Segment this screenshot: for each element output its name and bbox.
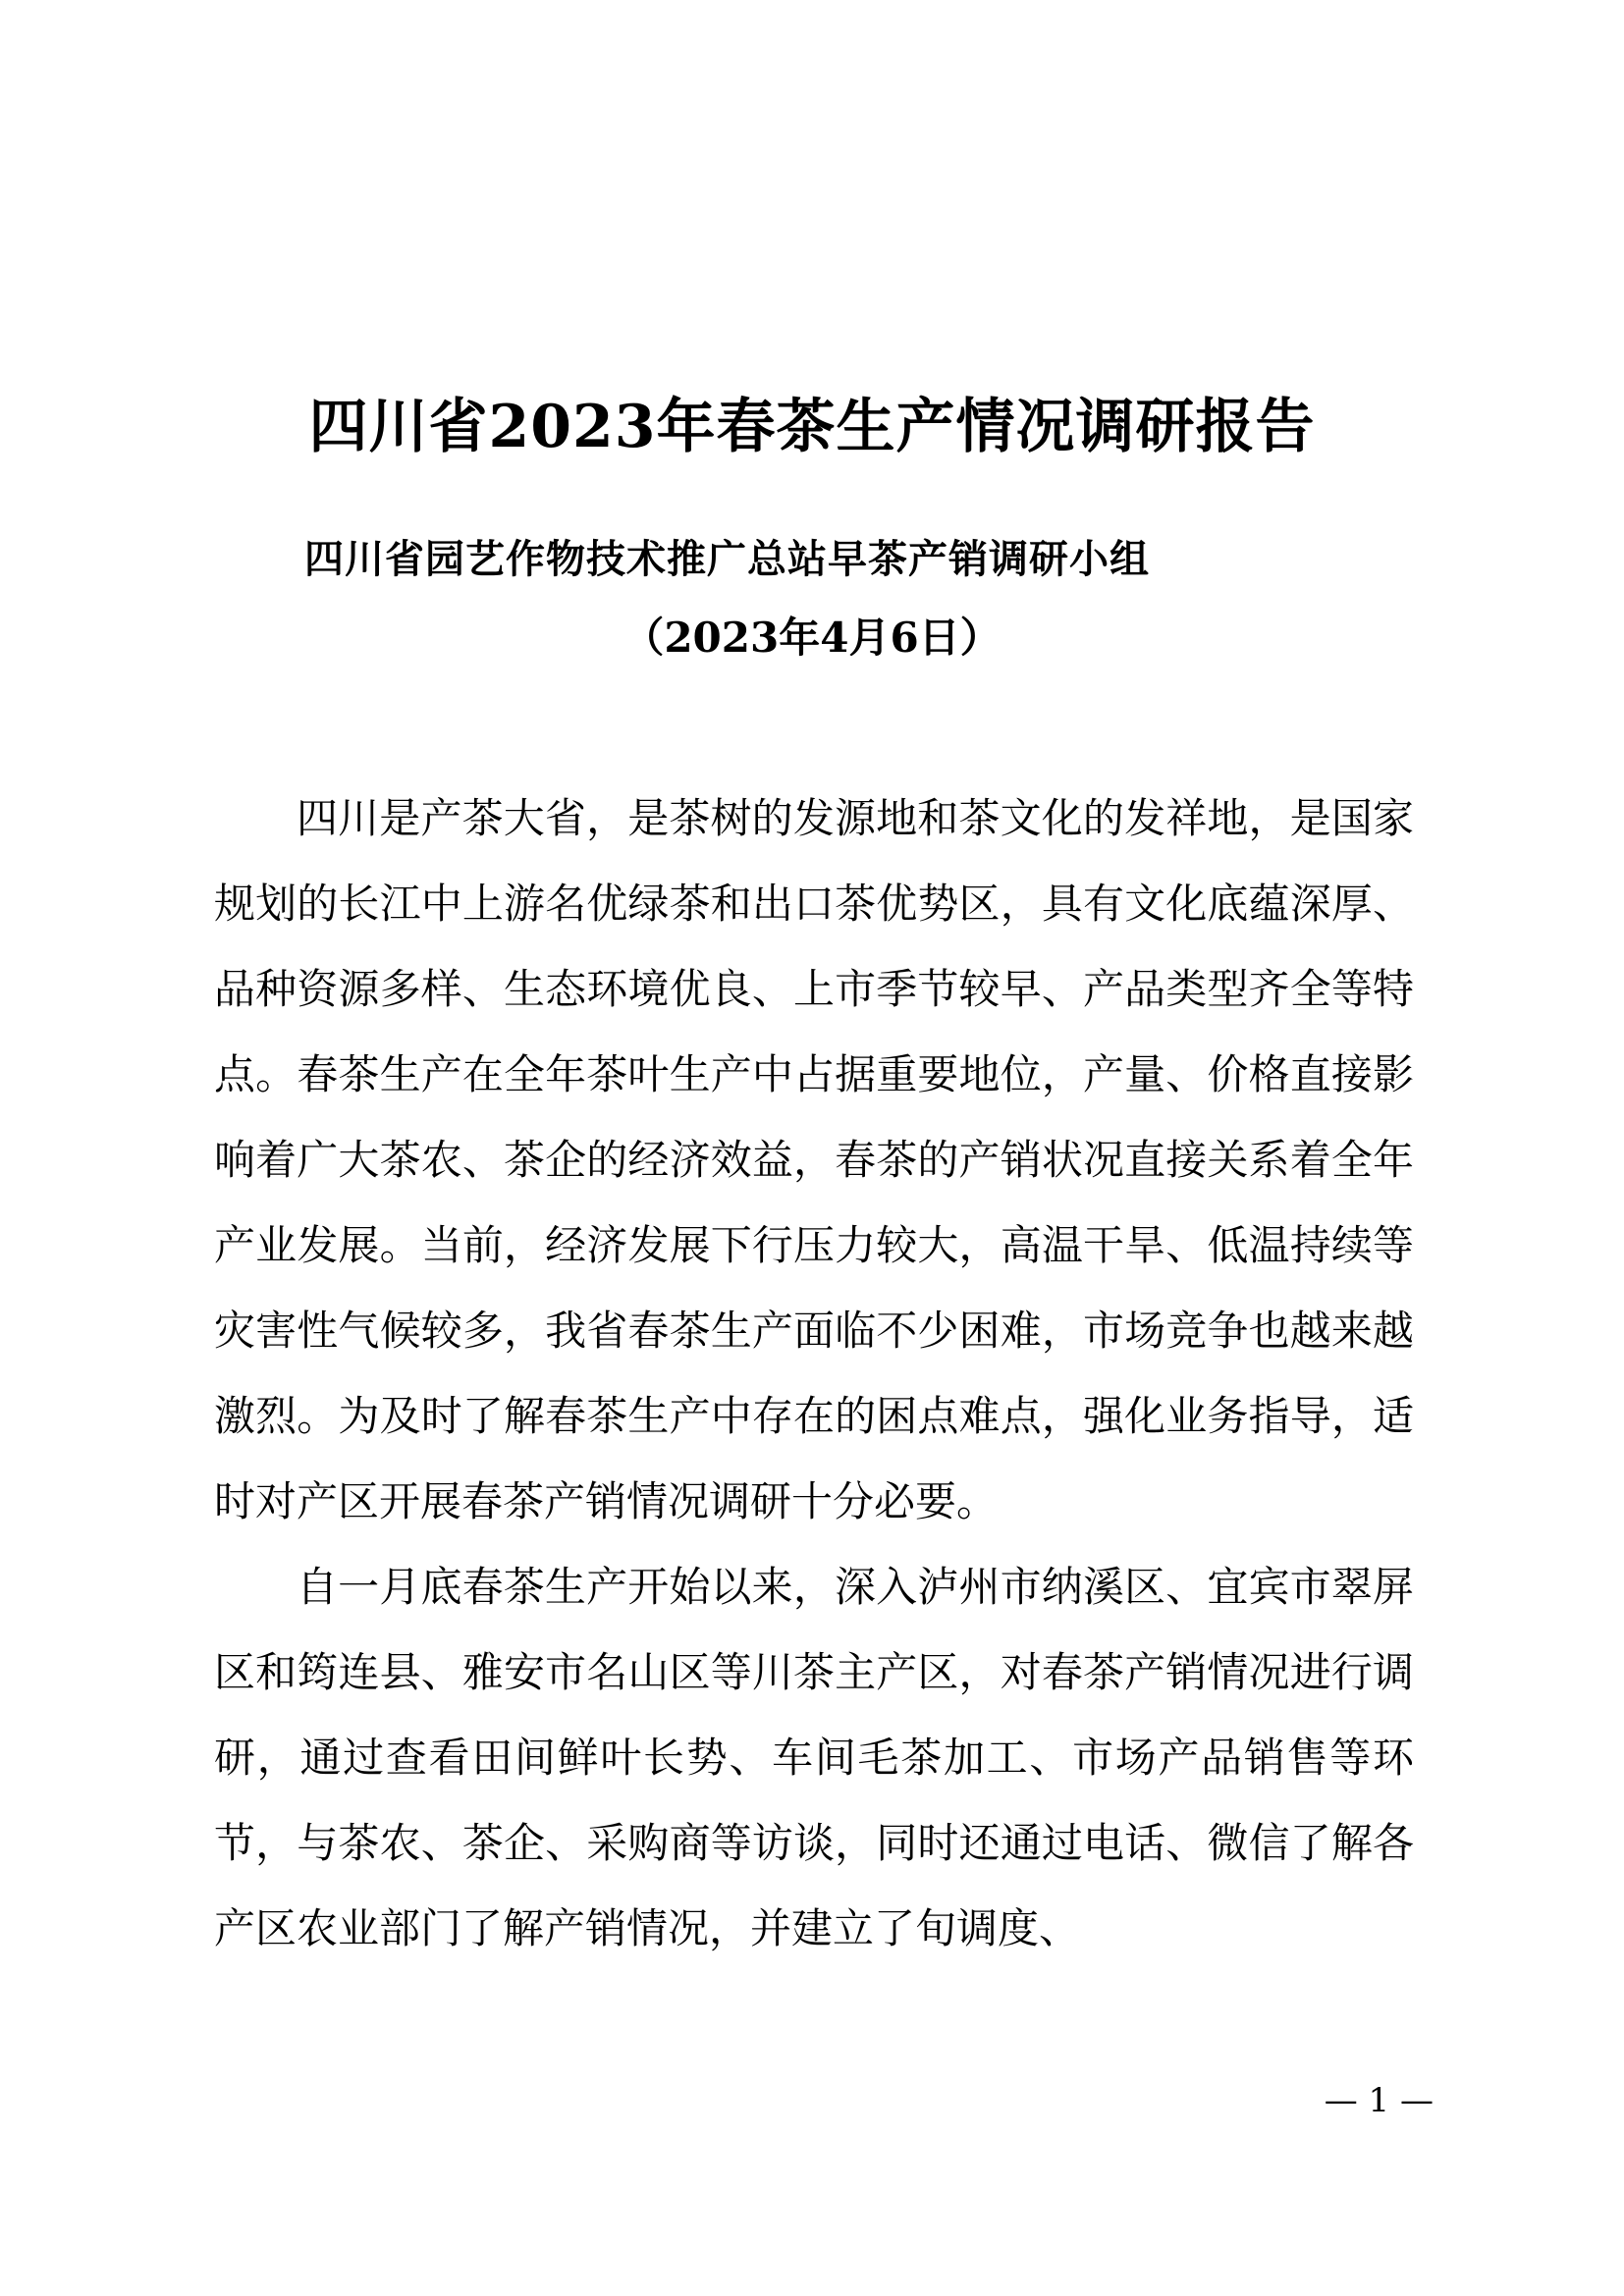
document-title: 四川省2023年春茶生产情况调研报告	[308, 393, 1316, 461]
paragraph: 四川是产茶大省，是茶树的发源地和茶文化的发祥地，是国家规划的长江中上游名优绿茶和出口茶优势区，具有文化底蕴深厚、品种资源多样、生态环境优良、上市季节较早、产品类型齐全等特点。春茶生产在全年茶叶生产中占据重要地位，产量、价格直接影响着广大茶农、茶企的经济效益，春茶的产销状况直接关系着全年产业发展。当前，经济发展下行压力较大，高温干旱、低温持续等灾害性气候较多，我省春茶生产面临不少困难，市场竞争也越来越激烈。为及时了解春茶生产中存在的困点难点，强化业务指导，适时对产区开展春茶产销情况调研十分必要。	[214, 794, 1414, 1525]
author-organization: 四川省园艺作物技术推广总站早茶产销调研小组	[304, 537, 1150, 582]
report-date: （2023年4月6日）	[623, 614, 1001, 662]
page-number: — 1 —	[1324, 2081, 1434, 2120]
paragraph: 自一月底春茶生产开始以来，深入泸州市纳溪区、宜宾市翠屏区和筠连县、雅安市名山区等川茶主产区，对春茶产销情况进行调研，通过查看田间鲜叶长势、车间毛茶加工、市场产品销售等环节，与茶农、茶企、采购商等访谈，同时还通过电话、微信了解各产区农业部门了解产销情况，并建立了旬调度、	[214, 1563, 1414, 1952]
document-body	[214, 775, 1414, 1971]
